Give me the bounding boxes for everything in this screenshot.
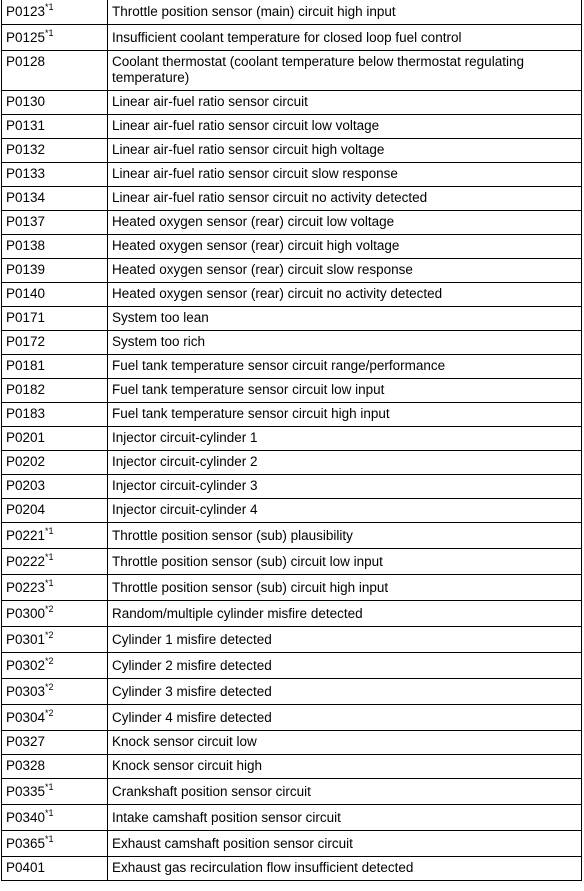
table-row: [2, 755, 582, 779]
dtc-description: Knock sensor circuit high: [108, 755, 582, 779]
dtc-code-cell: [2, 51, 108, 91]
dtc-code-cell: [2, 679, 108, 705]
table-row: [2, 115, 582, 139]
dtc-code: P0182: [6, 382, 46, 397]
dtc-code-cell: [2, 259, 108, 283]
table-row: [2, 355, 582, 379]
dtc-code-cell: [2, 211, 108, 235]
dtc-table: [1, 0, 582, 881]
dtc-description: Linear air-fuel ratio sensor circuit: [108, 91, 582, 115]
dtc-description: Intake camshaft position sensor circuit: [108, 805, 582, 831]
dtc-description: Fuel tank temperature sensor circuit range/performance: [108, 355, 582, 379]
table-row: [2, 475, 582, 499]
dtc-code: P0172: [6, 334, 46, 349]
table-row: [2, 163, 582, 187]
dtc-code: P0222: [6, 554, 46, 569]
table-row: [2, 91, 582, 115]
dtc-description: Throttle position sensor (sub) plausibility: [108, 523, 582, 549]
dtc-description: Cylinder 4 misfire detected: [108, 705, 582, 731]
table-row: [2, 283, 582, 307]
dtc-note-marker: *2: [45, 682, 54, 692]
dtc-description: Fuel tank temperature sensor circuit high input: [108, 403, 582, 427]
dtc-description: Linear air-fuel ratio sensor circuit no activity detected: [108, 187, 582, 211]
table-row: [2, 331, 582, 355]
dtc-description: System too lean: [108, 307, 582, 331]
table-row: [2, 705, 582, 731]
dtc-description: Cylinder 1 misfire detected: [108, 627, 582, 653]
dtc-code-cell: [2, 731, 108, 755]
dtc-note-marker: *1: [45, 526, 54, 536]
dtc-description: Heated oxygen sensor (rear) circuit slow response: [108, 259, 582, 283]
dtc-code-cell: [2, 307, 108, 331]
dtc-code: P0303: [6, 684, 46, 699]
dtc-code: P0340: [6, 810, 46, 825]
dtc-code: P0204: [6, 502, 46, 517]
dtc-code: P0201: [6, 430, 46, 445]
dtc-code-cell: [2, 283, 108, 307]
dtc-description: Cylinder 2 misfire detected: [108, 653, 582, 679]
dtc-code: P0130: [6, 94, 46, 109]
dtc-code-cell: [2, 427, 108, 451]
dtc-note-marker: *1: [45, 552, 54, 562]
dtc-description: Injector circuit-cylinder 3: [108, 475, 582, 499]
dtc-note-marker: *1: [45, 2, 54, 12]
table-row: [2, 857, 582, 881]
dtc-code-cell: [2, 475, 108, 499]
dtc-code: P0171: [6, 310, 46, 325]
dtc-description: Injector circuit-cylinder 4: [108, 499, 582, 523]
dtc-code: P0131: [6, 118, 46, 133]
dtc-code: P0401: [6, 860, 46, 875]
dtc-code-cell: [2, 91, 108, 115]
dtc-description: Throttle position sensor (sub) circuit low input: [108, 549, 582, 575]
table-row: [2, 549, 582, 575]
dtc-code: P0302: [6, 658, 46, 673]
dtc-code: P0140: [6, 286, 46, 301]
dtc-description: System too rich: [108, 331, 582, 355]
table-row: [2, 831, 582, 857]
dtc-code-cell: [2, 235, 108, 259]
table-row: [2, 379, 582, 403]
dtc-description: Crankshaft position sensor circuit: [108, 779, 582, 805]
dtc-description: Random/multiple cylinder misfire detected: [108, 601, 582, 627]
dtc-code: P0328: [6, 758, 46, 773]
dtc-code: P0138: [6, 238, 46, 253]
dtc-code-cell: [2, 499, 108, 523]
dtc-code-cell: [2, 857, 108, 881]
dtc-description: Exhaust gas recirculation flow insufficient detected: [108, 857, 582, 881]
table-row: [2, 187, 582, 211]
dtc-note-marker: *2: [45, 630, 54, 640]
dtc-code-cell: [2, 115, 108, 139]
table-row: [2, 235, 582, 259]
table-row: [2, 0, 582, 25]
dtc-description: Linear air-fuel ratio sensor circuit low voltage: [108, 115, 582, 139]
dtc-note-marker: *2: [45, 708, 54, 718]
dtc-code: P0137: [6, 214, 46, 229]
dtc-code: P0133: [6, 166, 46, 181]
dtc-code: P0181: [6, 358, 46, 373]
dtc-note-marker: *1: [45, 578, 54, 588]
dtc-description: Linear air-fuel ratio sensor circuit slow response: [108, 163, 582, 187]
dtc-code-cell: [2, 575, 108, 601]
dtc-code-cell: [2, 403, 108, 427]
table-row: [2, 211, 582, 235]
dtc-code-cell: [2, 755, 108, 779]
dtc-code-cell: [2, 25, 108, 51]
table-row: [2, 653, 582, 679]
dtc-code: P0223: [6, 580, 46, 595]
dtc-code-cell: [2, 653, 108, 679]
dtc-code: P0134: [6, 190, 46, 205]
dtc-description: Exhaust camshaft position sensor circuit: [108, 831, 582, 857]
table-row: [2, 499, 582, 523]
dtc-code: P0132: [6, 142, 46, 157]
dtc-code-cell: [2, 451, 108, 475]
dtc-note-marker: *1: [45, 808, 54, 818]
table-row: [2, 259, 582, 283]
dtc-code: P0327: [6, 734, 46, 749]
table-row: [2, 575, 582, 601]
dtc-code: P0183: [6, 406, 46, 421]
dtc-code: P0300: [6, 606, 46, 621]
dtc-note-marker: *2: [45, 656, 54, 666]
table-row: [2, 731, 582, 755]
dtc-note-marker: *1: [45, 834, 54, 844]
dtc-description: Cylinder 3 misfire detected: [108, 679, 582, 705]
dtc-code: P0123: [6, 4, 46, 19]
dtc-code: P0365: [6, 836, 46, 851]
table-row: [2, 403, 582, 427]
dtc-code-cell: [2, 627, 108, 653]
dtc-description: Fuel tank temperature sensor circuit low input: [108, 379, 582, 403]
dtc-description: Throttle position sensor (main) circuit high input: [108, 0, 582, 25]
dtc-code: P0301: [6, 632, 46, 647]
dtc-note-marker: *2: [45, 604, 54, 614]
dtc-description: Injector circuit-cylinder 1: [108, 427, 582, 451]
table-row: [2, 627, 582, 653]
table-row: [2, 523, 582, 549]
dtc-description: Heated oxygen sensor (rear) circuit low voltage: [108, 211, 582, 235]
table-row: [2, 51, 582, 91]
table-row: [2, 139, 582, 163]
dtc-code: P0202: [6, 454, 46, 469]
dtc-code-cell: [2, 331, 108, 355]
dtc-code: P0203: [6, 478, 46, 493]
dtc-code: P0128: [6, 54, 46, 69]
dtc-code-cell: [2, 831, 108, 857]
dtc-description: Coolant thermostat (coolant temperature below thermostat regulating temperature): [108, 51, 582, 91]
dtc-code: P0221: [6, 528, 46, 543]
dtc-description: Heated oxygen sensor (rear) circuit high voltage: [108, 235, 582, 259]
dtc-code-cell: [2, 163, 108, 187]
table-row: [2, 679, 582, 705]
dtc-description: Knock sensor circuit low: [108, 731, 582, 755]
table-row: [2, 779, 582, 805]
dtc-code: P0335: [6, 784, 46, 799]
dtc-description: Heated oxygen sensor (rear) circuit no activity detected: [108, 283, 582, 307]
dtc-code: P0139: [6, 262, 46, 277]
dtc-code: P0125: [6, 30, 46, 45]
dtc-note-marker: *1: [45, 28, 54, 38]
dtc-code: P0304: [6, 710, 46, 725]
dtc-code-cell: [2, 549, 108, 575]
table-row: [2, 451, 582, 475]
dtc-code-cell: [2, 705, 108, 731]
dtc-description: Insufficient coolant temperature for closed loop fuel control: [108, 25, 582, 51]
dtc-code-cell: [2, 0, 108, 25]
dtc-description: Linear air-fuel ratio sensor circuit high voltage: [108, 139, 582, 163]
table-row: [2, 427, 582, 451]
dtc-code-cell: [2, 139, 108, 163]
dtc-code-cell: [2, 523, 108, 549]
table-row: [2, 601, 582, 627]
dtc-table-body: [2, 0, 582, 881]
dtc-description: Throttle position sensor (sub) circuit high input: [108, 575, 582, 601]
dtc-note-marker: *1: [45, 782, 54, 792]
table-row: [2, 307, 582, 331]
dtc-code-cell: [2, 805, 108, 831]
dtc-code-cell: [2, 355, 108, 379]
dtc-code-cell: [2, 779, 108, 805]
dtc-code-cell: [2, 379, 108, 403]
dtc-code-cell: [2, 187, 108, 211]
table-row: [2, 25, 582, 51]
table-row: [2, 805, 582, 831]
dtc-code-cell: [2, 601, 108, 627]
dtc-description: Injector circuit-cylinder 2: [108, 451, 582, 475]
